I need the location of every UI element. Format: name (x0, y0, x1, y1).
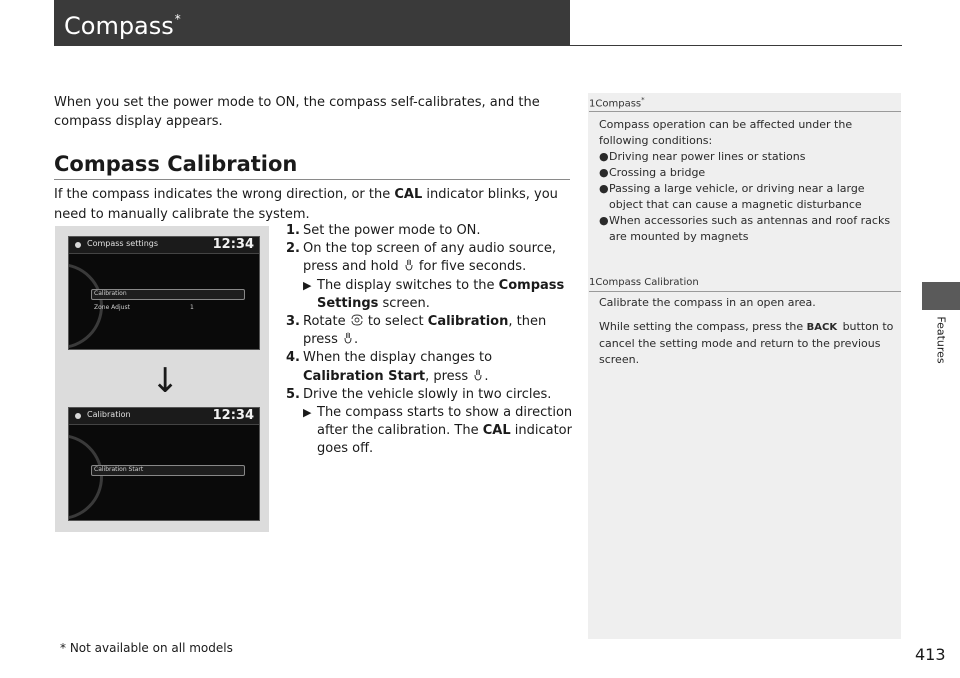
section-rule (54, 179, 570, 180)
step-3: 3. Rotate to select Calibration, then press . (286, 314, 547, 348)
note-calibration-text: Calibrate the compass in an open area. (599, 296, 816, 309)
page-title: Compass* (64, 12, 181, 40)
interface-dial-press-icon (472, 369, 484, 381)
dial-arc (68, 434, 103, 520)
interface-dial-press-icon (342, 332, 354, 344)
clock: 12:34 (212, 237, 254, 252)
screen-compass-settings (68, 236, 260, 350)
screen-header-title: Compass settings (87, 239, 159, 248)
procedure-steps (286, 222, 576, 459)
screen-header (69, 237, 259, 254)
screen-header (69, 408, 259, 425)
step-2: 2. On the top screen of any audio source, press and hold for five seconds. (286, 241, 557, 275)
interface-dial-rotate-icon (350, 314, 364, 326)
note-bullet: ● Driving near power lines or stations (599, 150, 806, 163)
note-bullet: ● Crossing a bridge (599, 166, 706, 179)
result-arrow-icon: ▶ (303, 406, 312, 420)
step-5-result: ▶ The compass starts to show a direction after the calibration. The CAL indicator goes off. (303, 405, 573, 457)
note-compass-body (599, 117, 895, 245)
note-compass-heading: 1Compass* (589, 96, 645, 110)
note-calibration-back-text: While setting the compass, press the BACK button to cancel the setting mode and return to the previous screen. (599, 320, 894, 366)
procedure-figure (55, 226, 269, 532)
clock: 12:34 (212, 408, 254, 423)
step-5: 5. Drive the vehicle slowly in two circles. (286, 386, 552, 402)
menu-dot-icon (75, 413, 81, 419)
note-calibration-heading: 1Compass Calibration (589, 277, 699, 288)
menu-item-zone-adjust: Zone Adjust (94, 304, 130, 311)
screen-calibration (68, 407, 260, 521)
menu-item-calibration-start: Calibration Start (94, 466, 144, 473)
menu-dot-icon (75, 242, 81, 248)
side-tab-label: Features (934, 316, 948, 364)
note-bullet: ● Passing a large vehicle, or driving near a large object that can cause a magnetic disturbance (599, 182, 865, 211)
note-compass-text: Compass operation can be affected under the following conditions: (599, 118, 853, 147)
calibration-paragraph: If the compass indicates the wrong direction, or the CAL indicator blinks, you need to manually calibrate the system. (54, 187, 558, 222)
result-arrow-icon: ▶ (303, 278, 312, 292)
page-number: 413 (915, 645, 946, 664)
zone-adjust-value: 1 (190, 304, 194, 311)
section-heading: Compass Calibration (54, 152, 298, 176)
step-2-result: ▶ The display switches to the Compass Settings screen. (303, 277, 565, 311)
note-rule (589, 291, 901, 292)
screen-header-title: Calibration (87, 410, 131, 419)
footnote: * Not available on all models (60, 641, 233, 655)
menu-item-calibration: Calibration (94, 290, 127, 297)
note-bullet: ● When accessories such as antennas and roof racks are mounted by magnets (599, 214, 891, 243)
step-4: 4. When the display changes to Calibration Start, press . (286, 350, 493, 384)
intro-paragraph: When you set the power mode to ON, the compass self-calibrates, and the compass display appears. (54, 95, 540, 129)
note-calibration-body (599, 295, 895, 368)
note-rule (589, 111, 901, 112)
title-rule (54, 45, 902, 46)
side-tab (922, 282, 960, 310)
step-1: 1. Set the power mode to ON. (286, 223, 481, 238)
arrow-down-icon: ↓ (151, 361, 180, 401)
interface-dial-press-icon (403, 259, 415, 271)
